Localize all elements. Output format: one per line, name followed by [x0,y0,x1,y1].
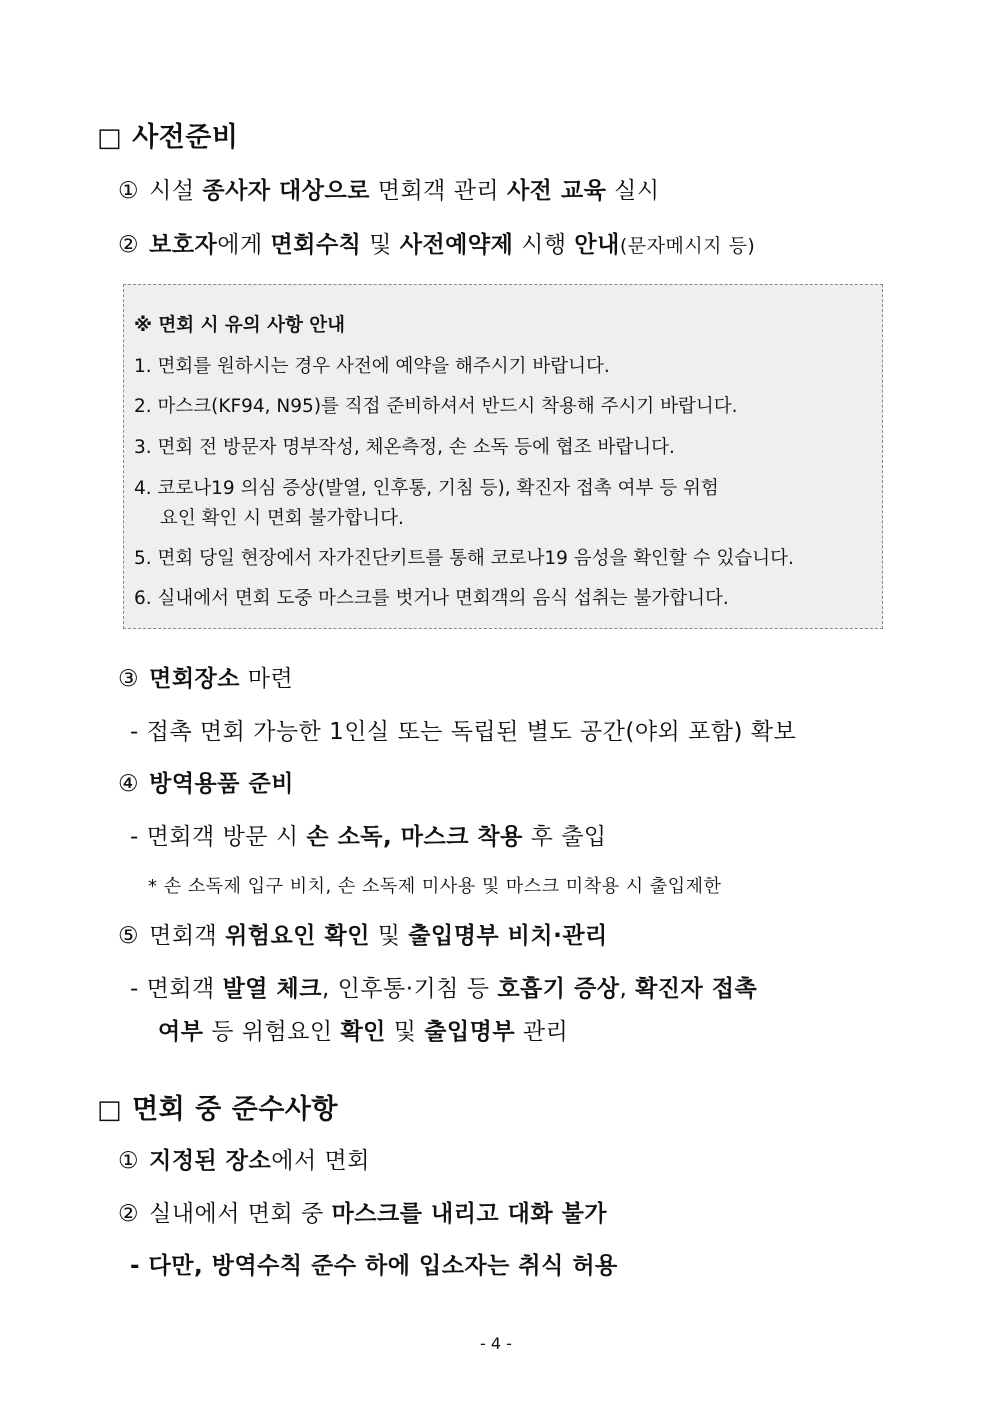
text: 실내에서 면회 중 [149,1201,332,1227]
text: 에서 면회 [271,1148,370,1174]
note-4-entry-restriction: * 손 소독제 입구 비치, 손 소독제 미사용 및 마스크 미착용 시 출입제한 [148,876,722,897]
bold-text: 확인 [340,1019,386,1045]
notice-line-4-cont: 요인 확인 시 면회 불가합니다. [160,508,404,529]
text: 및 [369,923,409,949]
checkbox-square-icon: □ [97,123,123,153]
detail-3-single-room: - 접촉 면회 가능한 1인실 또는 독립된 별도 공간(야외 포함) 확보 [130,719,797,745]
during-item-2-mask-rule [118,1195,607,1228]
detail-4-hand-sanitize [130,818,607,851]
notice-line-5: 5. 면회 당일 현장에서 자가진단키트를 통해 코로나19 음성을 확인할 수 있습니다. [134,548,794,569]
item-2-guardian-notice [118,226,755,259]
item-number: ④ [118,771,140,797]
text: , 인후통·기침 등 [321,976,498,1002]
text: 및 [361,232,400,258]
text: 시설 [149,178,203,204]
page-number: - 4 - [480,1334,512,1353]
bold-text: 확진자 접촉 [635,976,758,1002]
during-item-1-designated-place [118,1142,370,1175]
text: 관리 [515,1019,569,1045]
text: , [619,976,636,1002]
notice-line-4: 4. 코로나19 의심 증상(발열, 인후통, 기침 등), 확진자 접촉 여부 등 위험 [134,478,719,499]
text: 실시 [606,178,660,204]
bold-text: 보호자 [149,232,218,258]
item-number: ① [118,1148,140,1174]
bold-text: 면회장소 [149,666,240,692]
bold-text: 지정된 장소 [149,1148,272,1174]
during-detail-2-eating-allowed: - 다만, 방역수칙 준수 하에 입소자는 취식 허용 [130,1253,618,1279]
item-number: ① [118,178,140,204]
text: 후 출입 [522,824,607,850]
bold-text: 종사자 대상으로 [202,178,370,204]
text: 및 [385,1019,425,1045]
bold-text: 호흡기 증상 [497,976,620,1002]
bold-text: 출입명부 [424,1019,516,1045]
bold-text: 발열 체크 [222,976,322,1002]
bold-text: 출입명부 비치·관리 [408,923,608,949]
text: 등 위험요인 [203,1019,341,1045]
item-number: ⑤ [118,923,140,949]
notice-line-6: 6. 실내에서 면회 도중 마스크를 벗거나 면회객의 음식 섭취는 불가합니다. [134,588,729,609]
text: - 면회객 방문 시 [130,824,307,850]
item-5-risk-check [118,917,608,950]
text: 에게 [217,232,271,258]
item-number: ② [118,232,140,258]
item-4-quarantine-supplies [118,765,294,798]
bold-text: 사전 교육 [506,178,607,204]
item-3-visit-place [118,660,293,693]
visit-notice-box [123,284,883,629]
heading-text: 면회 중 준수사항 [132,1094,338,1125]
text: 시행 [513,232,575,258]
bold-text: 위험요인 확인 [225,923,370,949]
section-heading-preparation [97,115,238,154]
notice-line-2: 2. 마스크(KF94, N95)를 직접 준비하셔서 반드시 착용해 주시기 바랍니다. [134,396,738,417]
detail-5-line-1 [130,970,757,1003]
bold-text: 손 소독, 마스크 착용 [306,824,523,850]
item-1-staff-education [118,172,660,205]
item-number: ③ [118,666,140,692]
bold-text: 사전예약제 [399,232,514,258]
bold-text: 안내 [574,232,620,258]
text: 면회객 관리 [369,178,507,204]
bold-text: 방역용품 준비 [149,771,294,797]
heading-text: 사전준비 [132,122,239,153]
checkbox-square-icon: □ [97,1095,123,1125]
bold-text: 마스크를 내리고 대화 불가 [331,1201,608,1227]
item-number: ② [118,1201,140,1227]
notice-title: ※ 면회 시 유의 사항 안내 [134,315,346,336]
paren-note: (문자메시지 등) [619,235,756,257]
notice-line-3: 3. 면회 전 방문자 명부작성, 체온측정, 손 소독 등에 협조 바랍니다. [134,437,675,458]
text: 면회객 [149,923,226,949]
detail-5-line-2 [158,1013,568,1046]
section-heading-during-visit [97,1087,338,1126]
bold-text: 여부 [158,1019,204,1045]
notice-line-1: 1. 면회를 원하시는 경우 사전에 예약을 해주시기 바랍니다. [134,356,610,377]
text: 마련 [240,666,294,692]
bold-text: 면회수칙 [270,232,362,258]
text: - 면회객 [130,976,223,1002]
